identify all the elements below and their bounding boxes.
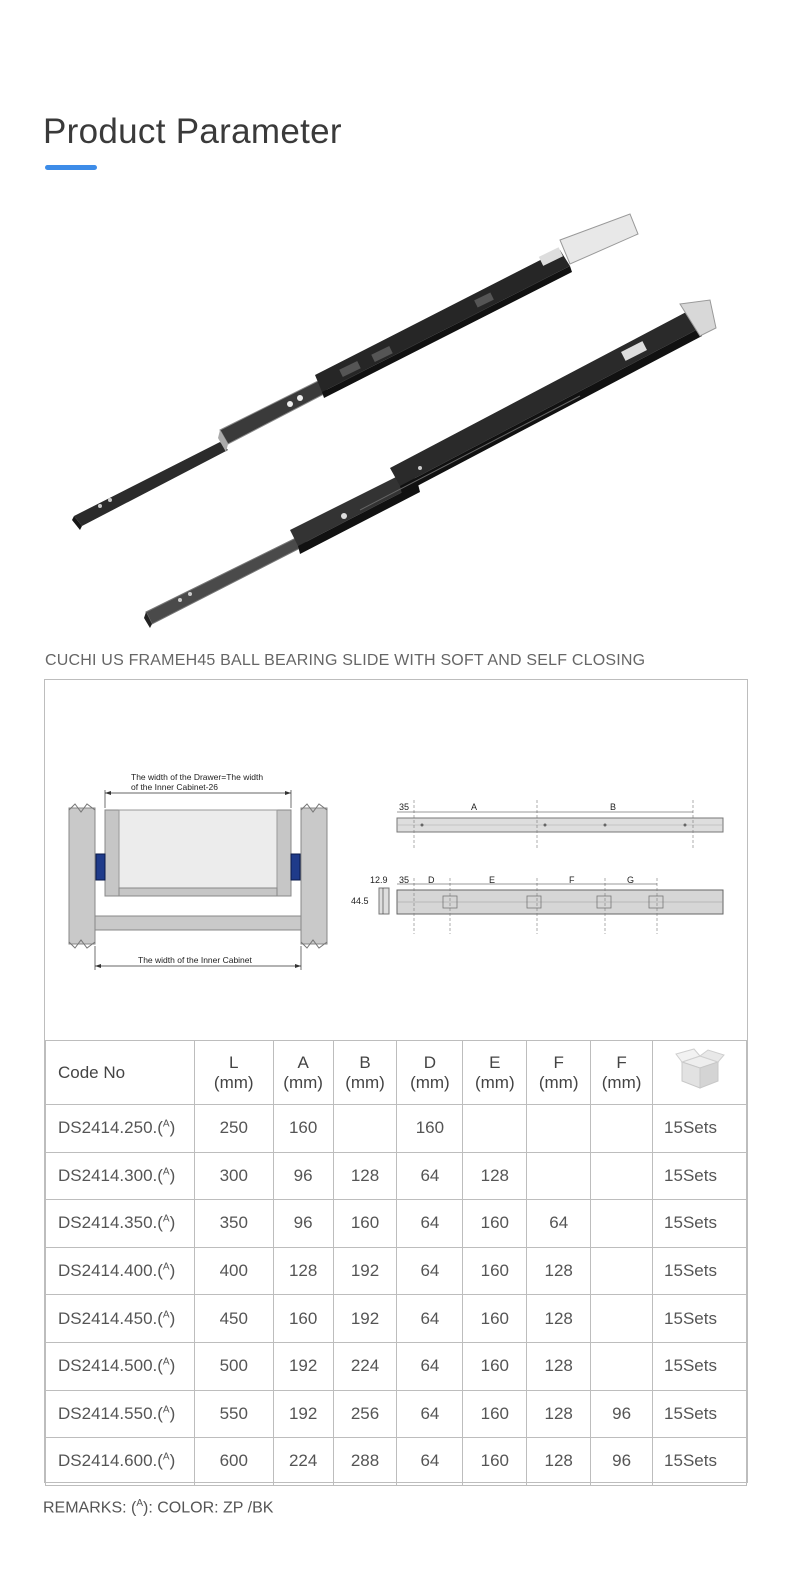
product-image: [60, 200, 740, 640]
header-f: F (mm): [527, 1041, 591, 1105]
dim-b: B: [610, 802, 617, 812]
header-d: D (mm): [397, 1041, 463, 1105]
title-underline: [45, 165, 97, 170]
slide-elevation-bottom: [351, 875, 723, 934]
technical-diagram: [45, 680, 747, 1040]
table-header-row: [46, 1041, 747, 1105]
drawer-width-label-line1: The width of the Drawer=The width: [131, 772, 264, 782]
table-row: DS2414.350.($^A$) 350 96 160 64 160 64 15Sets: [46, 1200, 747, 1248]
dim-g: G: [627, 875, 635, 885]
box-icon: [674, 1048, 726, 1092]
parameter-panel: [44, 679, 748, 1483]
dim-12-9: 12.9: [370, 875, 388, 885]
dim-a: A: [471, 802, 478, 812]
table-row: DS2414.250.($^A$) 250 160 160 15Sets: [46, 1105, 747, 1153]
slide-rail-2: [144, 300, 716, 628]
remarks: REMARKS: ($^A$): COLOR: ZP /BK: [43, 1498, 274, 1517]
product-subtitle: CUCHI US FRAMEH45 BALL BEARING SLIDE WITH SOFT AND SELF CLOSING: [45, 652, 646, 669]
header-a: A (mm): [273, 1041, 333, 1105]
page-title: Product Parameter: [43, 112, 342, 151]
slide-rail-1: [72, 214, 638, 530]
table-row: DS2414.400.($^A$) 400 128 192 64 160 128 15Sets: [46, 1247, 747, 1295]
drawer-width-label-line2: of the Inner Cabinet-26: [131, 782, 218, 792]
table-row: DS2414.450.($^A$) 450 160 192 64 160 128 15Sets: [46, 1295, 747, 1343]
slide-elevation-top: [397, 800, 723, 850]
cabinet-width-label: The width of the Inner Cabinet: [138, 955, 252, 965]
table-row: DS2414.300.($^A$) 300 96 128 64 128 15Sets: [46, 1152, 747, 1200]
table-row: DS2414.600.($^A$) 600 224 288 64 160 128 96 15Sets: [46, 1438, 747, 1486]
dim-35-top: 35: [399, 802, 410, 812]
dim-f: F: [569, 875, 575, 885]
parameter-table: [45, 1040, 747, 1486]
header-e: E (mm): [463, 1041, 527, 1105]
header-f-second: F (mm): [591, 1041, 653, 1105]
cabinet-cross-section: [69, 772, 327, 970]
dim-44-5: 44.5: [351, 896, 369, 906]
table-row: DS2414.500.($^A$) 500 192 224 64 160 128 15Sets: [46, 1342, 747, 1390]
dim-35-bottom: 35: [399, 875, 410, 885]
table-row: DS2414.550.($^A$) 550 192 256 64 160 128 96 15Sets: [46, 1390, 747, 1438]
dim-e: E: [489, 875, 496, 885]
dim-d: D: [428, 875, 435, 885]
header-b: B (mm): [333, 1041, 397, 1105]
header-l: L (mm): [194, 1041, 273, 1105]
header-package: [653, 1041, 747, 1105]
header-code-no: Code No: [46, 1041, 195, 1105]
